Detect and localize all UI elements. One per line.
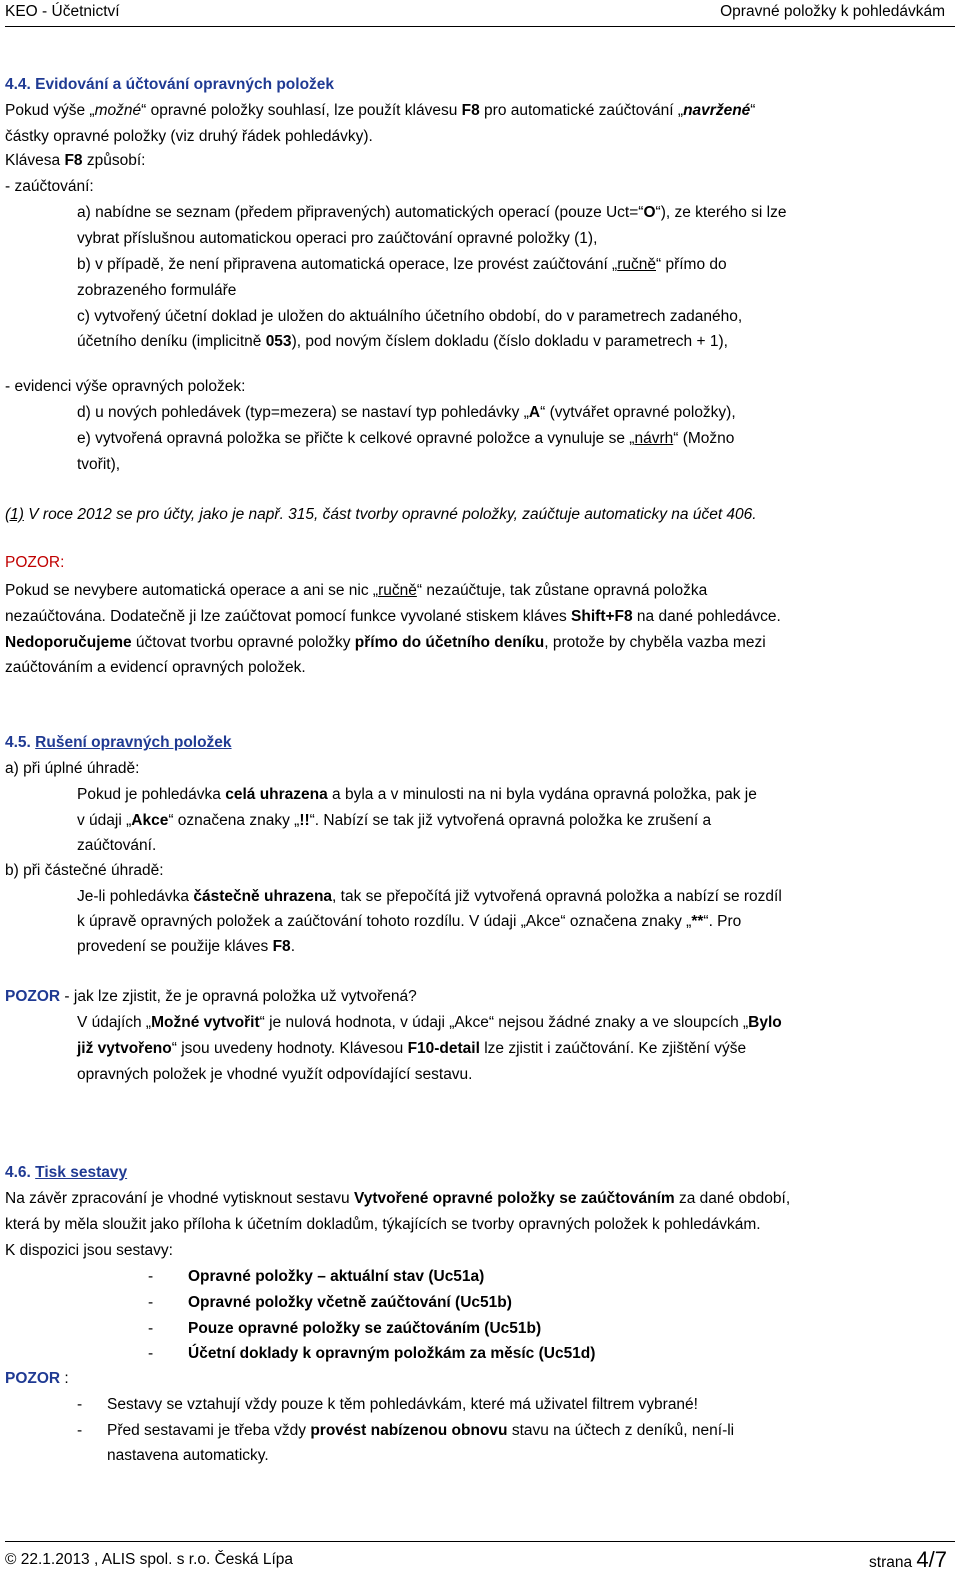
list-item: b) v případě, že není připravena automatická operace, lze provést zaúčtování „ručně“ přímo do <box>77 256 727 273</box>
paragraph-line: Pokud se nevybere automatická operace a ani se nic „ručně“ nezaúčtuje, tak zůstane opravná položka <box>5 582 708 599</box>
paragraph-line: Nedoporučujeme účtovat tvorbu opravné položky přímo do účetního deníku, protože by chyběla vazba mezi <box>5 634 766 651</box>
list-item: účetního deníku (implicitně 053), pod novým číslem dokladu (číslo dokladu v parametrech + 1), <box>77 333 728 350</box>
list-item: c) vytvořený účetní doklad je uložen do aktuálního účetního období, do v parametrech zadaného, <box>77 308 743 325</box>
report-list-item: - <box>148 1268 154 1285</box>
paragraph-line: k úpravě opravných položek a zaúčtování tohoto rozdílu. V údaji „Akce“ označena znaky „**“. Pro <box>77 913 742 930</box>
footer-rule <box>5 1541 955 1542</box>
list-item: e) vytvořená opravná položka se přičte k celkové opravné položce a vynuluje se „návrh“ (Možno <box>77 430 735 447</box>
list-label: b) při částečné úhradě: <box>5 862 164 879</box>
paragraph-line: provedení se použije kláves F8. <box>77 938 295 955</box>
warning-label: POZOR: <box>5 554 65 571</box>
list-label: - evidenci výše opravných položek: <box>5 378 246 395</box>
note-text: Sestavy se vztahují vždy pouze k těm pohledávkám, které má uživatel filtrem vybrané! <box>107 1396 698 1413</box>
page-header <box>5 0 955 28</box>
list-label: - zaúčtování: <box>5 178 94 195</box>
paragraph-line: K dispozici jsou sestavy: <box>5 1242 173 1259</box>
header-right: Opravné položky k pohledávkám <box>720 3 945 20</box>
page-footer <box>5 1547 955 1577</box>
paragraph-line: Pokud výše „možné“ opravné položky souhlasí, lze použít klávesu F8 pro automatické zaúčtování „navržené“ <box>5 102 756 119</box>
paragraph-line: která by měla sloužit jako příloha k účetním dokladům, týkajících se tvorby opravných položek k pohledávkám. <box>5 1216 761 1233</box>
paragraph-line: Klávesa F8 způsobí: <box>5 152 146 169</box>
list-item: a) nabídne se seznam (předem připravených) automatických operací (pouze Uct=“O“), ze kterého si lze <box>77 204 787 221</box>
paragraph-line: POZOR - jak lze zjistit, že je opravná položka už vytvořená? <box>5 988 417 1005</box>
report-list-item: - <box>148 1320 154 1337</box>
report-list-item: - <box>148 1294 154 1311</box>
paragraph-line: V údajích „Možné vytvořit“ je nulová hodnota, v údaji „Akce“ nejsou žádné znaky a ve sloupcích „Bylo <box>77 1014 782 1031</box>
report-name: Účetní doklady k opravným položkám za měsíc (Uc51d) <box>188 1345 596 1362</box>
report-name: Pouze opravné položky se zaúčtováním (Uc51b) <box>188 1320 542 1337</box>
report-name: Opravné položky včetně zaúčtování (Uc51b) <box>188 1294 512 1311</box>
paragraph-line: v údaji „Akce“ označena znaky „!!“. Nabízí se tak již vytvořená opravná položka ke zrušení a <box>77 812 712 829</box>
note-text: Před sestavami je třeba vždy provést nabízenou obnovu stavu na účtech z deníků, není-li <box>107 1422 735 1439</box>
paragraph-line: Na závěr zpracování je vhodné vytisknout sestavu Vytvořené opravné položky se zaúčtováním za dané období, <box>5 1190 791 1207</box>
section-heading-4-6: 4.6. Tisk sestavy <box>5 1164 128 1181</box>
paragraph-line: zaúčtování. <box>77 837 157 854</box>
page-number: strana 4/7 <box>869 1547 947 1572</box>
warning-label: POZOR : <box>5 1370 69 1387</box>
list-label: a) při úplné úhradě: <box>5 760 140 777</box>
paragraph-line: Pokud je pohledávka celá uhrazena a byla a v minulosti na ni byla vydána opravná položka, pak je <box>77 786 757 803</box>
list-item: zobrazeného formuláře <box>77 282 237 299</box>
paragraph-line: již vytvořeno“ jsou uvedeny hodnoty. Klávesou F10-detail lze zjistit i zaúčtování. Ke zjištění výše <box>77 1040 747 1057</box>
note-bullet: - <box>77 1396 83 1413</box>
section-heading-4-4: 4.4. Evidování a účtování opravných položek <box>5 76 335 93</box>
note-bullet: - <box>77 1422 83 1439</box>
header-rule <box>5 26 955 27</box>
report-name: Opravné položky – aktuální stav (Uc51a) <box>188 1268 485 1285</box>
report-list-item: - <box>148 1345 154 1362</box>
paragraph-line: opravných položek je vhodné využít odpovídající sestavu. <box>77 1066 473 1083</box>
footnote: (1) V roce 2012 se pro účty, jako je např. 315, část tvorby opravné položky, zaúčtuje automaticky na účet 406. <box>5 506 757 523</box>
paragraph-line: Je-li pohledávka částečně uhrazena, tak se přepočítá již vytvořená opravná položka a nabízí se rozdíl <box>77 888 782 905</box>
list-item: tvořit), <box>77 456 121 473</box>
list-item: d) u nových pohledávek (typ=mezera) se nastaví typ pohledávky „A“ (vytvářet opravné položky), <box>77 404 736 421</box>
paragraph-line: zaúčtováním a evidencí opravných položek. <box>5 659 306 676</box>
section-heading-4-5: 4.5. Rušení opravných položek <box>5 734 232 751</box>
list-item: vybrat příslušnou automatickou operaci pro zaúčtování opravné položky (1), <box>77 230 598 247</box>
paragraph-line: částky opravné položky (viz druhý řádek pohledávky). <box>5 128 373 145</box>
note-text: nastavena automaticky. <box>107 1447 269 1464</box>
paragraph-line: nezaúčtována. Dodatečně ji lze zaúčtovat pomocí funkce vyvolané stiskem kláves Shift+F8 na dané pohledávce. <box>5 608 781 625</box>
footer-left: © 22.1.2013 , ALIS spol. s r.o. Česká Lípa <box>5 1551 294 1568</box>
header-left: KEO - Účetnictví <box>5 3 120 20</box>
